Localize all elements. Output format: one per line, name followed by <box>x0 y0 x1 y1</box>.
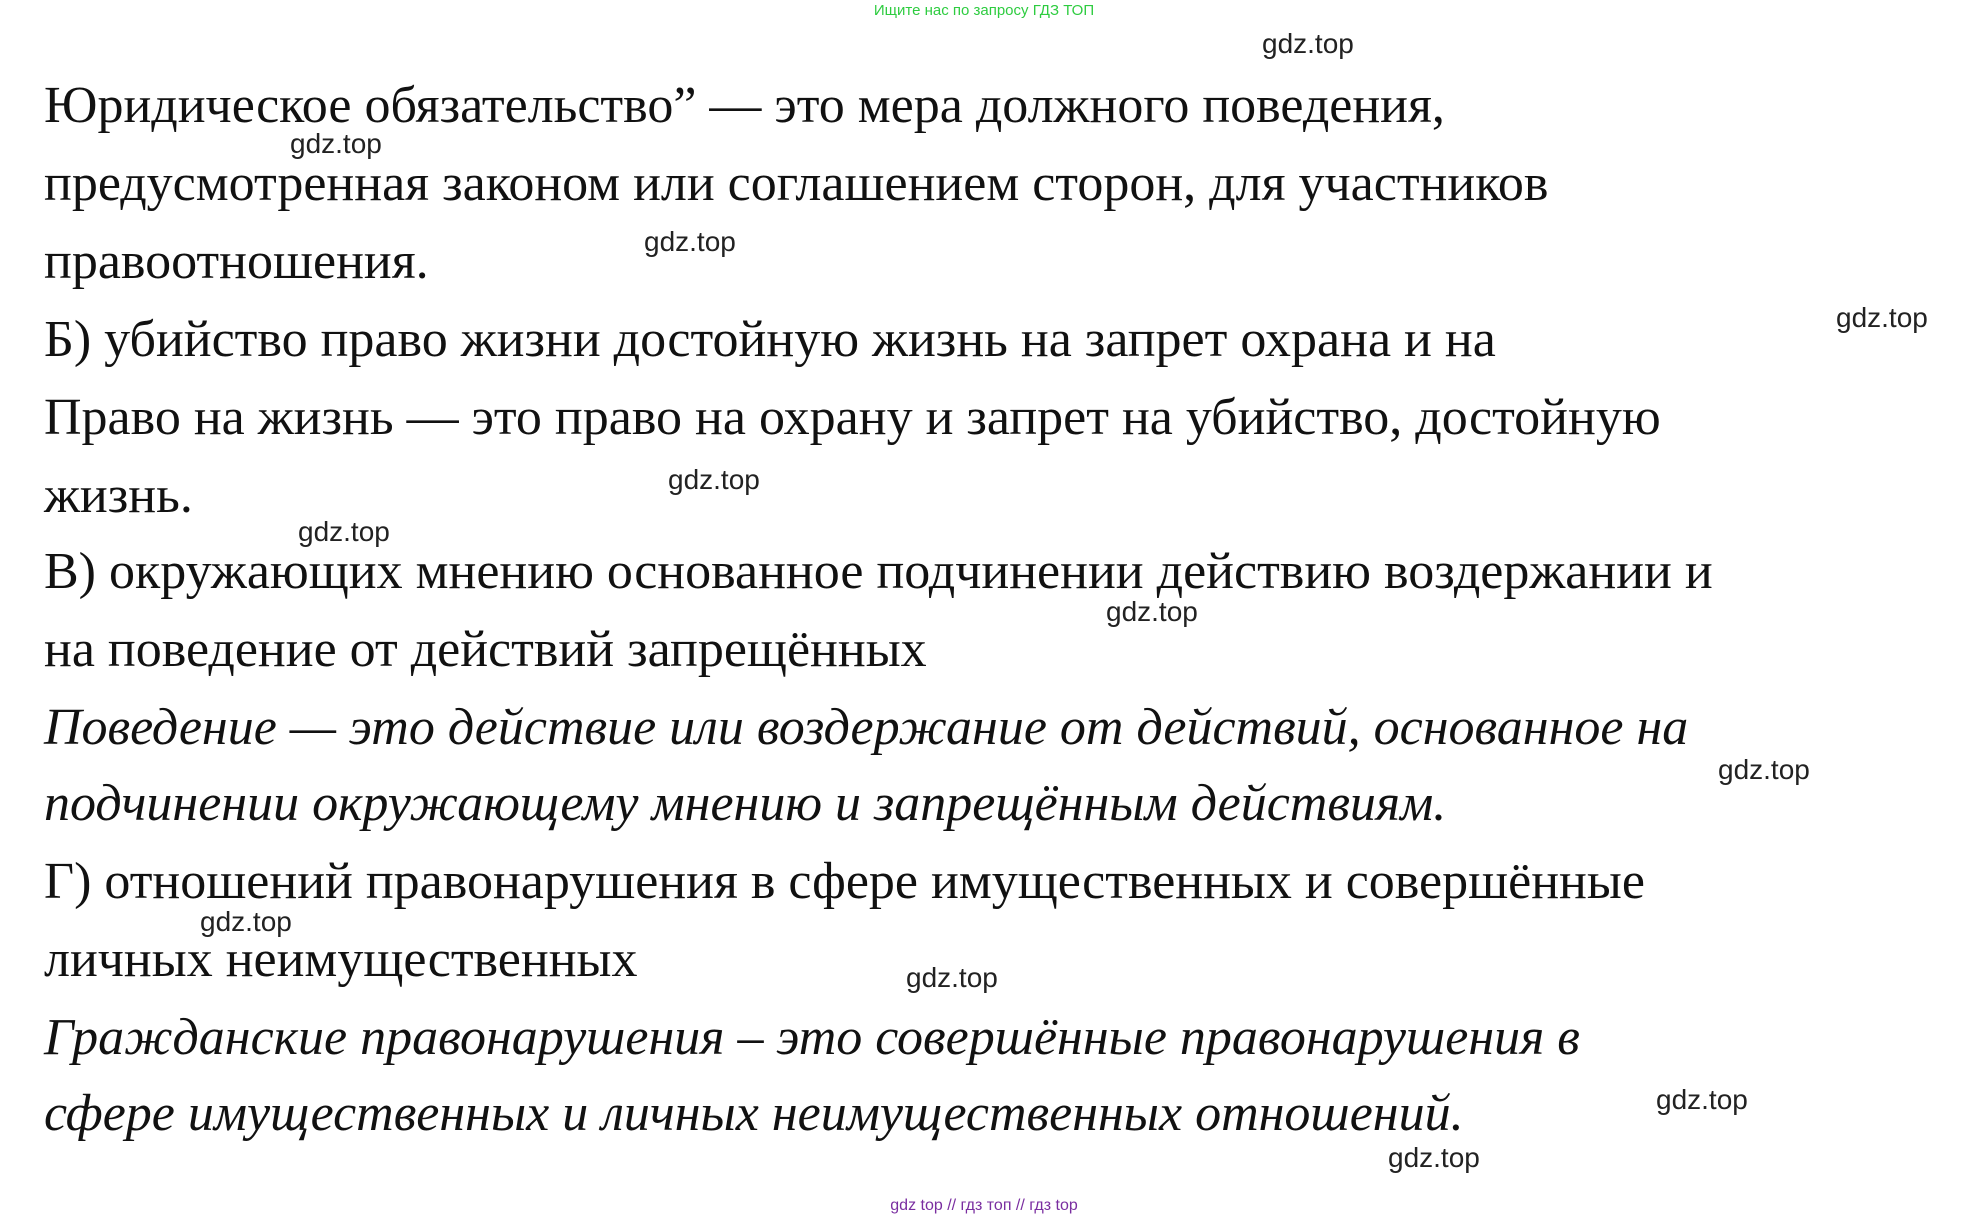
task-line-v: В) окружающих мнению основанное подчинении действию воздержании и <box>44 543 1713 600</box>
answer-line: Юридическое обязательство” — это мера должного поведения, <box>44 77 1445 134</box>
answer-line-italic: Поведение — это действие или воздержание от действий, основанное на <box>44 699 1689 756</box>
watermark: gdz.top <box>906 962 998 993</box>
watermark: gdz.top <box>644 226 736 257</box>
task-line-v: на поведение от действий запрещённых <box>44 621 927 678</box>
answer-line-italic: сфере имущественных и личных неимущественных отношений. <box>44 1085 1464 1142</box>
watermark: gdz.top <box>1388 1142 1480 1173</box>
footer-watermark: gdz top // гдз топ // гдз top <box>890 1197 1078 1214</box>
watermark: gdz.top <box>668 464 760 495</box>
task-line-b: Б) убийство право жизни достойную жизнь на запрет охрана и на <box>44 311 1496 368</box>
watermark: gdz.top <box>290 128 382 159</box>
watermark: gdz.top <box>1656 1084 1748 1115</box>
watermark: gdz.top <box>1262 28 1354 59</box>
task-line-g: Г) отношений правонарушения в сфере имущественных и совершённые <box>44 853 1645 910</box>
answer-line-italic: подчинении окружающему мнению и запрещённым действиям. <box>44 775 1447 832</box>
answer-line: правоотношения. <box>44 233 429 290</box>
watermark: gdz.top <box>1718 754 1810 785</box>
answer-line-italic: Гражданские правонарушения – это совершённые правонарушения в <box>44 1009 1580 1066</box>
answer-line: предусмотренная законом или соглашением сторон, для участников <box>44 155 1549 212</box>
answer-line: жизнь. <box>44 467 193 524</box>
watermark: gdz.top <box>1106 596 1198 627</box>
watermark: gdz.top <box>298 516 390 547</box>
search-banner: Ищите нас по запросу ГДЗ ТОП <box>873 2 1095 19</box>
watermark: gdz.top <box>200 906 292 937</box>
answer-line: Право на жизнь — это право на охрану и запрет на убийство, достойную <box>44 389 1661 446</box>
task-line-g: личных неимущественных <box>44 931 638 988</box>
watermark: gdz.top <box>1836 302 1928 333</box>
